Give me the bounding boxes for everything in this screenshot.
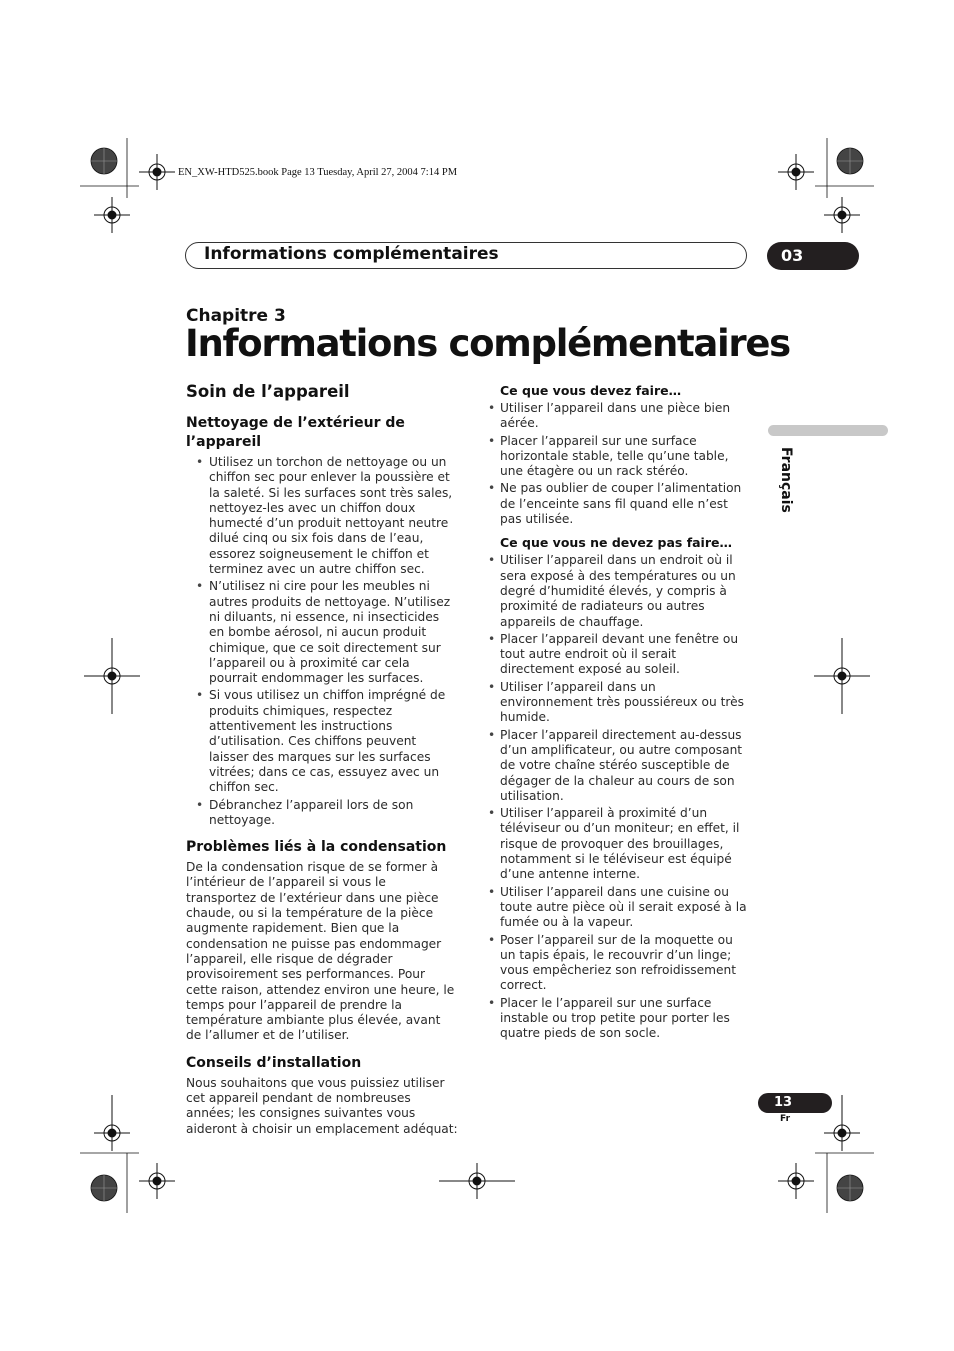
condensation-text: De la condensation risque de se former à l’intérieur de l’appareil si vous le transportez de l’extérieur dans une pièce chaude, ou si la température de la pièce augmente rapidement. Bien que la condensation ne puisse pas endommager l’appareil, elle risque de dégrader provisoirement ses performances. Pour cette raison, attendez environ une heure, le temps pour l’appareil de prendre la température ambiante plus élevée, avant de l’allumer et de l’utiliser.	[186, 860, 455, 1043]
list-item: • Placer l’appareil sur une surface horizontale stable, telle qu’une table, une étagère ou un rack stéréo.	[486, 434, 748, 480]
condensation-heading: Problèmes liés à la condensation	[186, 839, 447, 856]
chapter-number: 03	[781, 246, 804, 265]
language-tab-bar	[768, 425, 888, 436]
dont-list	[486, 553, 748, 1041]
list-item: • N’utilisez ni cire pour les meubles ni autres produits de nettoyage. N’utilisez ni diluants, ni essence, ni insecticides en bombe aérosol, ni aucun produit chimique, que ce soit directement sur l’appareil ou à proximité car cela pourrait endommager les surfaces.	[186, 579, 458, 686]
list-item: • Placer l’appareil devant une fenêtre ou tout autre endroit où il serait directement exposé au soleil.	[486, 632, 748, 678]
list-item: • Utiliser l’appareil dans un endroit où il sera exposé à des températures ou un degré d’humidité élevés, y compris à proximité de radiateurs ou autres appareils de chauffage.	[486, 553, 748, 629]
cleaning-list	[186, 455, 458, 828]
list-item: • Utiliser l’appareil dans un environnement très poussiéreux ou très humide.	[486, 680, 748, 726]
chapter-label: Chapitre 3	[186, 306, 286, 326]
list-item: • Utilisez un torchon de nettoyage ou un chiffon sec pour enlever la poussière et la saleté. Si les surfaces sont très sales, nettoyez-les avec un chiffon doux humecté d’un produit nettoyant neutre dilué cinq ou six fois dans de l’eau, essorez soigneusement le chiffon et terminez avec un autre chiffon sec.	[186, 455, 458, 577]
list-item: • Utiliser l’appareil à proximité d’un téléviseur ou d’un moniteur; en effet, il risque de provoquer des brouillages, notamment si le téléviseur est équipé d’une antenne interne.	[486, 806, 748, 882]
language-tab-label: Français	[778, 447, 794, 513]
page-number-badge	[758, 1093, 832, 1113]
list-item: • Placer l’appareil directement au-dessus d’un amplificateur, ou autre composant de votre chaîne stéréo susceptible de dégager de la chaleur au cours de son utilisation.	[486, 728, 748, 804]
list-item: • Poser l’appareil sur de la moquette ou un tapis épais, le recouvrir d’un linge; vous empêcheriez son refroidissement correct.	[486, 933, 748, 994]
page-number: 13	[774, 1095, 793, 1110]
page-language-code: Fr	[780, 1114, 791, 1124]
section-title: Soin de l’appareil	[186, 382, 350, 401]
list-item: • Débranchez l’appareil lors de son nettoyage.	[186, 798, 458, 829]
do-heading: Ce que vous devez faire…	[500, 383, 682, 398]
cleaning-heading: Nettoyage de l’extérieur de l’appareil	[186, 415, 405, 450]
left-column	[186, 382, 458, 1137]
right-column	[486, 383, 748, 1044]
do-list	[486, 401, 748, 527]
installation-heading: Conseils d’installation	[186, 1054, 362, 1071]
print-slug: EN_XW-HTD525.book Page 13 Tuesday, April 27, 2004 7:14 PM	[178, 167, 458, 178]
list-item: • Placer le l’appareil sur une surface instable ou trop petite pour porter les quatre pieds de son socle.	[486, 996, 748, 1042]
list-item: • Ne pas oublier de couper l’alimentation de l’enceinte sans fil quand elle n’est pas utilisée.	[486, 481, 748, 527]
list-item: • Si vous utilisez un chiffon imprégné de produits chimiques, respectez attentivement les instructions d’utilisation. Ces chiffons peuvent laisser des marques sur les surfaces vitrées; dans ce cas, essuyez avec un chiffon sec.	[186, 688, 458, 795]
list-item: • Utiliser l’appareil dans une cuisine ou toute autre pièce où il serait exposé à la fumée ou à la vapeur.	[486, 885, 748, 931]
list-item: • Utiliser l’appareil dans une pièce bien aérée.	[486, 401, 748, 432]
dont-heading: Ce que vous ne devez pas faire…	[500, 535, 732, 551]
installation-text: Nous souhaitons que vous puissiez utiliser cet appareil pendant de nombreuses années; les consignes suivantes vous aideront à choisir un emplacement adéquat:	[186, 1075, 458, 1136]
page-title: Informations complémentaires	[185, 322, 790, 365]
header-title: Informations complémentaires	[204, 244, 499, 264]
